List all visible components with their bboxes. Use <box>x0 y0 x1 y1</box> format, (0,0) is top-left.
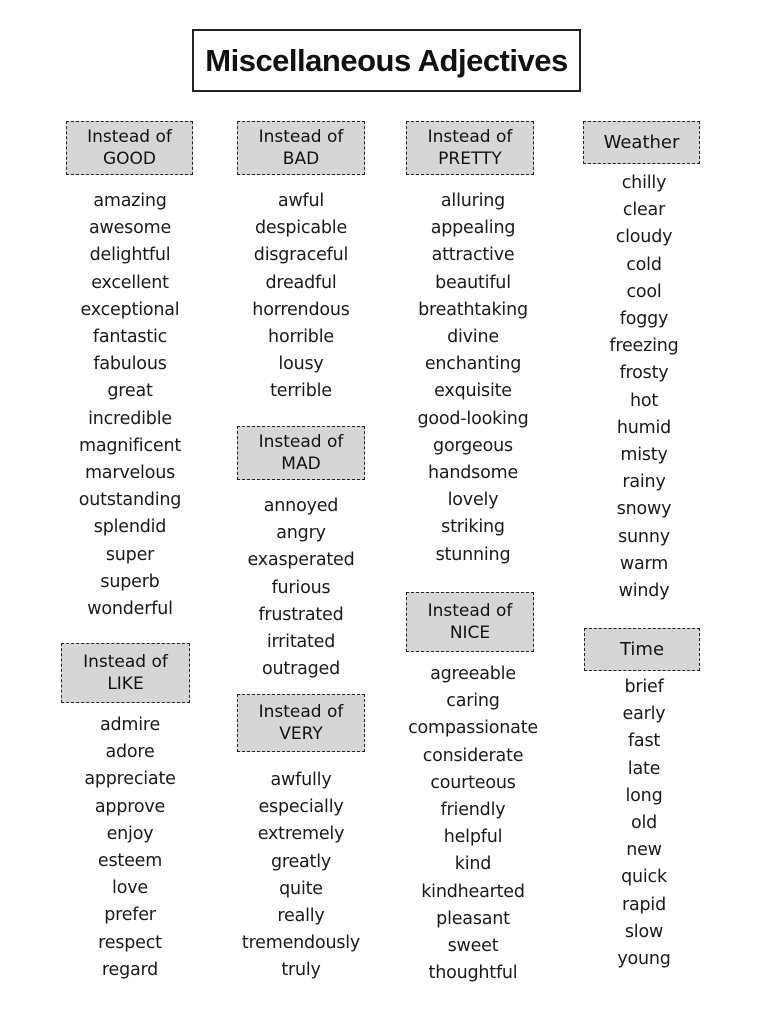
header-line1: Instead of <box>427 601 513 621</box>
word-item: early <box>622 704 666 725</box>
header-instead-of-pretty <box>406 121 534 175</box>
word-item: super <box>105 544 155 565</box>
word-item: really <box>277 906 325 927</box>
word-item: cloudy <box>615 227 673 248</box>
word-item: alluring <box>440 191 506 211</box>
header-line2: NICE <box>449 623 491 643</box>
word-item: gorgeous <box>433 435 513 456</box>
word-item: superb <box>100 571 160 592</box>
word-item: rapid <box>622 894 666 915</box>
word-item: incredible <box>88 408 172 429</box>
header-instead-of-bad <box>237 121 365 175</box>
word-item: new <box>626 840 662 861</box>
word-item: wonderful <box>87 599 173 620</box>
word-item: marvelous <box>84 463 176 484</box>
word-item: furious <box>271 577 331 598</box>
word-item: lousy <box>278 354 324 375</box>
word-item: disgraceful <box>253 245 349 266</box>
word-item: humid <box>616 417 672 438</box>
header-instead-of-like <box>61 643 190 703</box>
word-list-mad <box>231 493 371 683</box>
word-item: especially <box>258 797 344 818</box>
word-item: regard <box>101 959 159 980</box>
word-list-bad <box>231 188 371 406</box>
word-item: stunning <box>435 544 511 565</box>
header-instead-of-nice <box>406 592 534 652</box>
header-line2: LIKE <box>107 674 144 694</box>
word-list-time <box>574 674 714 973</box>
word-item: exceptional <box>80 299 180 320</box>
word-item: tremendously <box>241 933 361 954</box>
word-item: cool <box>626 281 662 302</box>
word-item: long <box>625 785 663 806</box>
word-item: good-looking <box>417 408 529 429</box>
word-item: horrible <box>268 327 334 348</box>
word-item: exquisite <box>434 381 512 402</box>
word-item: love <box>112 878 148 899</box>
word-item: frosty <box>619 363 669 384</box>
word-item: esteem <box>97 851 163 872</box>
word-item: delightful <box>89 245 171 266</box>
word-item: outraged <box>262 659 340 680</box>
word-item: approve <box>94 796 166 817</box>
word-item: courteous <box>430 772 516 793</box>
word-item: frustrated <box>258 604 344 625</box>
word-item: helpful <box>443 827 503 848</box>
word-item: kind <box>454 854 492 875</box>
word-item: lovely <box>447 490 499 511</box>
word-item: prefer <box>104 905 156 926</box>
word-item: angry <box>276 523 326 544</box>
word-item: cold <box>626 254 662 275</box>
word-item: despicable <box>254 218 348 239</box>
word-item: divine <box>447 327 499 348</box>
word-item: quick <box>621 867 667 888</box>
word-item: excellent <box>91 272 169 293</box>
word-item: pleasant <box>436 908 510 929</box>
header-line1: Time <box>619 638 665 660</box>
word-item: late <box>627 758 661 779</box>
word-item: agreeable <box>430 664 516 684</box>
word-item: friendly <box>440 800 506 821</box>
word-item: awfully <box>270 770 332 790</box>
word-item: fabulous <box>93 354 167 375</box>
header-time <box>584 628 700 671</box>
header-instead-of-very <box>237 694 365 752</box>
word-item: misty <box>620 445 668 466</box>
word-item: dreadful <box>265 272 337 293</box>
word-item: outstanding <box>78 490 182 511</box>
header-line2: GOOD <box>102 149 157 169</box>
word-item: breathtaking <box>418 299 528 320</box>
word-item: slow <box>624 921 664 942</box>
header-line1: Instead of <box>87 127 172 147</box>
word-item: hot <box>629 390 659 411</box>
word-item: irritated <box>266 632 336 653</box>
word-item: awful <box>277 191 325 211</box>
word-item: kindhearted <box>421 881 525 902</box>
word-item: fast <box>627 731 661 752</box>
page-title: Miscellaneous Adjectives <box>192 29 581 92</box>
word-item: old <box>630 813 658 834</box>
word-list-very <box>231 767 371 985</box>
word-item: rainy <box>622 472 666 493</box>
word-item: young <box>617 949 671 970</box>
header-line2: VERY <box>279 724 323 744</box>
word-item: handsome <box>427 463 519 484</box>
word-item: foggy <box>619 309 669 330</box>
header-instead-of-mad <box>237 426 365 480</box>
header-line1: Instead of <box>258 127 344 147</box>
word-item: splendid <box>93 517 167 538</box>
header-line1: Instead of <box>258 702 344 722</box>
word-item: beautiful <box>435 272 511 293</box>
word-item: warm <box>619 553 669 574</box>
word-list-pretty <box>399 188 547 569</box>
header-line1: Instead of <box>427 127 513 147</box>
word-item: thoughtful <box>428 963 518 984</box>
word-item: quite <box>279 878 323 899</box>
word-list-nice <box>399 661 547 987</box>
word-item: compassionate <box>408 718 538 739</box>
word-item: enchanting <box>424 354 522 375</box>
word-item: awesome <box>88 218 172 239</box>
word-item: exasperated <box>247 550 355 571</box>
word-item: windy <box>618 581 670 602</box>
word-item: magnificent <box>79 435 181 456</box>
word-item: considerate <box>422 745 524 766</box>
word-item: extremely <box>257 824 345 845</box>
word-item: appreciate <box>84 769 176 790</box>
header-line2: MAD <box>281 454 321 474</box>
word-item: attractive <box>431 245 515 266</box>
word-item: sunny <box>618 526 670 547</box>
word-item: caring <box>446 691 500 712</box>
word-item: terrible <box>270 381 332 402</box>
word-item: great <box>107 381 153 402</box>
word-item: striking <box>441 517 505 538</box>
header-line1: Instead of <box>83 652 168 672</box>
word-item: freezing <box>609 336 679 357</box>
word-item: chilly <box>621 173 667 193</box>
word-item: fantastic <box>92 327 168 348</box>
word-item: respect <box>98 932 162 953</box>
word-item: enjoy <box>106 823 154 844</box>
word-item: sweet <box>447 936 499 957</box>
word-list-weather <box>574 170 714 605</box>
word-item: amazing <box>93 191 167 211</box>
header-line1: Weather <box>603 131 680 153</box>
header-weather <box>583 121 700 164</box>
word-item: greatly <box>270 851 332 872</box>
word-item: snowy <box>616 499 672 520</box>
word-item: brief <box>624 677 664 697</box>
header-line2: BAD <box>282 149 320 169</box>
header-line1: Instead of <box>258 432 344 452</box>
word-item: clear <box>622 200 666 221</box>
header-instead-of-good <box>66 121 193 175</box>
word-list-like <box>60 712 200 984</box>
word-item: annoyed <box>263 496 339 516</box>
word-item: admire <box>99 715 161 735</box>
word-item: horrendous <box>252 299 350 320</box>
header-line2: PRETTY <box>438 149 502 169</box>
word-item: appealing <box>430 218 516 239</box>
word-list-good <box>60 188 200 623</box>
word-item: adore <box>105 742 155 763</box>
word-item: truly <box>281 960 321 981</box>
